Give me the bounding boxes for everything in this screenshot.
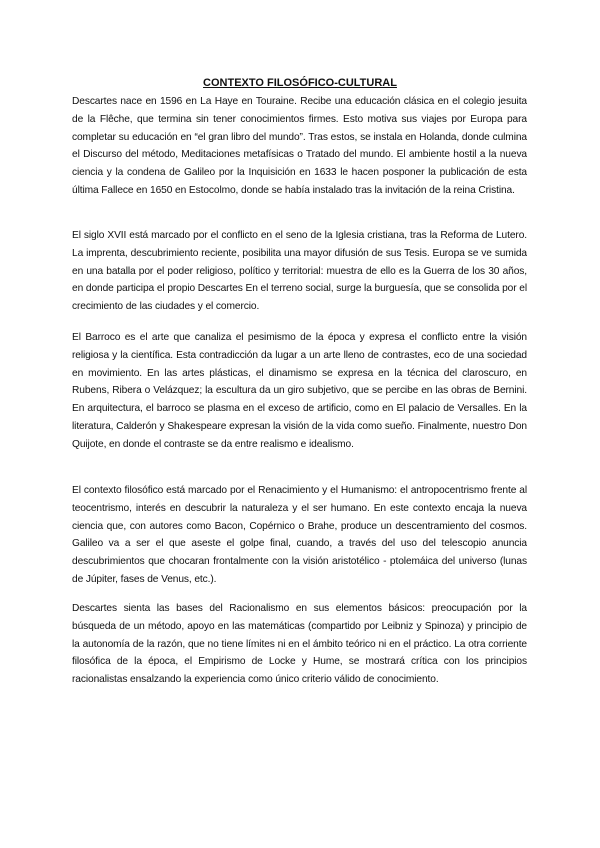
paragraph-biography: Descartes nace en 1596 en La Haye en Touraine. Recibe una educación clásica en el colegio jesuita de la Flêche, que termina sin tener conocimientos firmes. Esto motiva sus viajes por Europa para completar su educación en “el gran libro del mundo”. Tras estos, se instala en Holanda, donde culmina el Discurso del método, Meditaciones metafísicas o Tratado del mundo. El ambiente hostil a la nueva ciencia y la condena de Galileo por la Inquisición en 1633 le hacen posponer la publicación de esta última Fallece en 1650 en Estocolmo, donde se había instalado tras la invitación de la reina Cristina. (72, 96, 527, 196)
document-title: CONTEXTO FILOSÓFICO-CULTURAL (203, 77, 397, 89)
paragraph-historical-context: El siglo XVII está marcado por el conflicto en el seno de la Iglesia cristiana, tras la Reforma de Lutero. La imprenta, descubrimiento reciente, posibilita una mayor difusión de sus Tesis. Europa se ve sumida en una batalla por el poder religioso, político y territorial: muestra de ello es la Guerra de los 30 años, en donde participa el propio Descartes En el terreno social, surge la burguesía, que se consolida por el crecimiento de las ciudades y el comercio. (72, 230, 527, 313)
paragraph-baroque-art: El Barroco es el arte que canaliza el pesimismo de la época y expresa el conflicto entre la visión religiosa y la científica. Esta contradicción da lugar a un arte lleno de contrastes, eco de una sociedad en movimiento. En las artes plásticas, el dinamismo se expresa en la técnica del claroscuro, en Rubens, Ribera o Velázquez; la escultura da un giro subjetivo, que se percibe en las obras de Bernini. En arquitectura, el barroco se plasma en el exceso de artificio, como en El palacio de Versalles. En la literatura, Calderón y Shakespeare expresan la visión de la vida como sueño. Finalmente, nuestro Don Quijote, en donde el contraste se da entre realismo e idealismo. (72, 332, 527, 450)
paragraph-rationalism: Descartes sienta las bases del Racionalismo en sus elementos básicos: preocupación por la búsqueda de un método, apoyo en las matemáticas (compartido por Leibniz y Spinoza) y principio de la autonomía de la razón, que no tiene límites ni en el ámbito teórico ni en el práctico. La otra corriente filosófica de la época, el Empirismo de Locke y Hume, se mostrará crítica con los principios racionalistas ensalzando la experiencia como único criterio válido de conocimiento. (72, 603, 527, 686)
paragraph-philosophical-context: El contexto filosófico está marcado por el Renacimiento y el Humanismo: el antropocentrismo frente al teocentrismo, interés en descubrir la naturaleza y el ser humano. En este contexto encaja la nueva ciencia que, con autores como Bacon, Copérnico o Brahe, produce un descentramiento del cosmos. Galileo va a ser el que aseste el golpe final, cuando, a través del uso del telescopio anuncia descubrimientos que chocaran frontalmente con la visión aristotélico - ptolemáica del universo (lunas de Júpiter, fases de Venus, etc.). (72, 485, 527, 585)
